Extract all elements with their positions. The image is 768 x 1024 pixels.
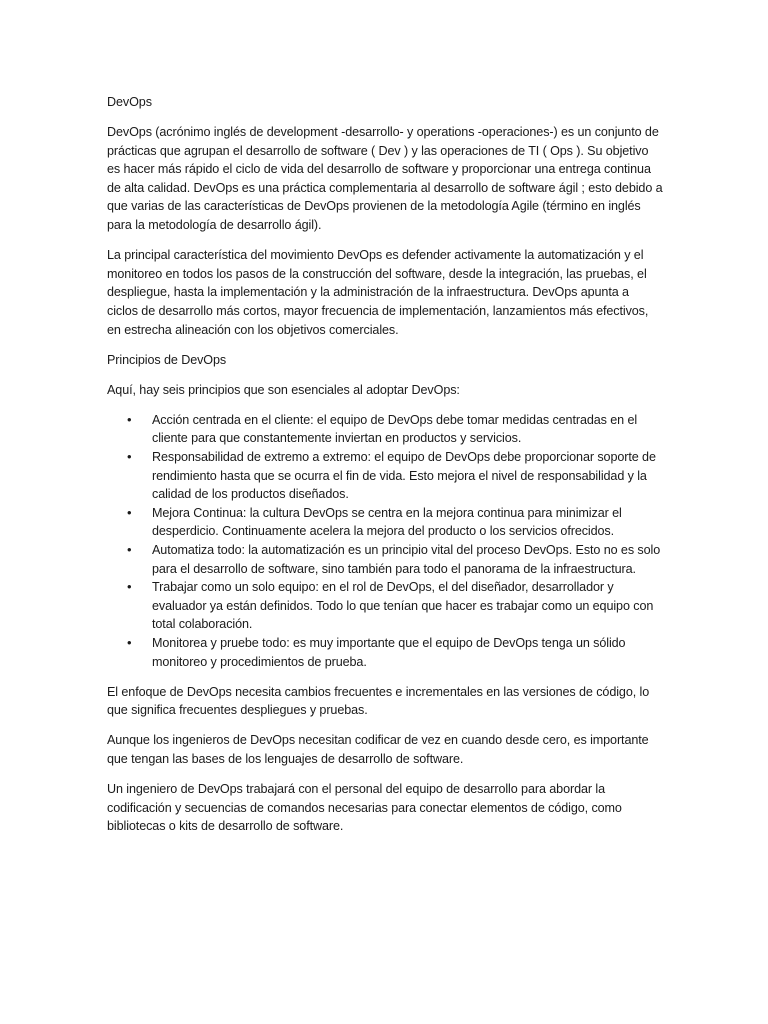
intro-paragraph-2: La principal característica del movimiento DevOps es defender activamente la automatización y el monitoreo en todos los pasos de la construcción del software, desde la integración, las pruebas, el despliegue, hasta la implementación y la administración de la infraestructura. DevOps apunta a ciclos de desarrollo más cortos, mayor frecuencia de implementación, lanzamientos más efectivos, en estrecha alineación con los objetivos comerciales.: [107, 248, 649, 337]
list-item: [107, 411, 663, 448]
bullet-icon: •: [127, 541, 132, 557]
list-item: [107, 578, 663, 634]
principle-text: Acción centrada en el cliente: el equipo de DevOps debe tomar medidas centradas en el cliente para que constantemente inviertan en productos y servicios.: [152, 412, 638, 446]
bullet-icon: •: [127, 634, 132, 650]
closing-paragraph-3: Un ingeniero de DevOps trabajará con el personal del equipo de desarrollo para abordar la codificación y secuencias de comandos necesarias para conectar elementos de código, como bibliotecas o kits de desarrollo de software.: [107, 782, 622, 834]
principle-text: Monitorea y pruebe todo: es muy importante que el equipo de DevOps tenga un sólido monitoreo y procedimientos de prueba.: [152, 635, 626, 669]
bullet-icon: •: [127, 411, 132, 427]
bullet-icon: •: [127, 579, 132, 595]
bullet-icon: •: [127, 449, 132, 464]
list-item: [107, 504, 663, 541]
list-item: [107, 634, 663, 671]
intro-paragraph-1: DevOps (acrónimo inglés de development -desarrollo- y operations -operaciones-) es un conjunto de prácticas que agrupan el desarrollo de software ( Dev ) y las operaciones de TI ( Ops ). Su objetivo es hacer más rápido el ciclo de vida del desarrollo de software y proporcionar una entrega continua de alta calidad. DevOps es una práctica complementaria al desarrollo de software ágil ; esto debido a que varias de las características de DevOps provienen de la metodología Agile (término en inglés para la metodología de desarrollo ágil).: [107, 125, 663, 233]
document-title: DevOps: [107, 95, 152, 109]
list-intro: Aquí, hay seis principios que son esenciales al adoptar DevOps:: [107, 382, 460, 397]
section-heading: Principios de DevOps: [107, 352, 227, 367]
principle-text: Trabajar como un solo equipo: en el rol de DevOps, el del diseñador, desarrollador y evaluador ya están definidos. Todo lo que tenían que hacer es trabajar como un equipo con total colaboración.: [152, 580, 654, 632]
bullet-icon: •: [127, 504, 132, 520]
closing-paragraph-2: Aunque los ingenieros de DevOps necesitan codificar de vez en cuando desde cero, es importante que tengan las bases de los lenguajes de desarrollo de software.: [107, 733, 649, 766]
list-item: [107, 448, 663, 504]
document-page: [107, 93, 663, 847]
principles-list: [107, 411, 663, 671]
principle-text: Automatiza todo: la automatización es un principio vital del proceso DevOps. Esto no es solo para el desarrollo de software, sino también para todo el panorama de la infraestructura.: [152, 542, 661, 576]
closing-paragraph-1: El enfoque de DevOps necesita cambios frecuentes e incrementales en las versiones de código, lo que significa frecuentes despliegues y pruebas.: [107, 684, 650, 718]
principle-text: Mejora Continua: la cultura DevOps se centra en la mejora continua para minimizar el desperdicio. Continuamente acelera la mejora del producto o los servicios ofrecidos.: [152, 505, 622, 539]
list-item: [107, 541, 663, 578]
principle-text: Responsabilidad de extremo a extremo: el equipo de DevOps debe proporcionar soporte de rendimiento hasta que se ocurra el fin de vida. Esto mejora el nivel de responsabilidad y la calidad de los productos diseñados.: [152, 450, 656, 502]
